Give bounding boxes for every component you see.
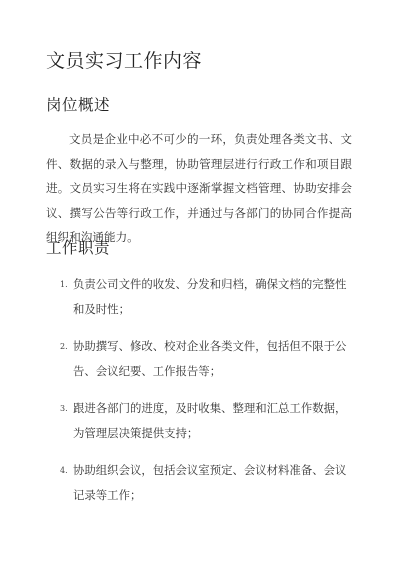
section-heading-duties: 工作职责: [46, 239, 111, 257]
duties-list: [0, 272, 400, 520]
list-item-text: 负责公司文件的收发、分发和归档，确保文档的完整性和及时性；: [73, 277, 347, 316]
list-item: [0, 272, 357, 322]
list-item-number: 1.: [60, 280, 68, 289]
list-item-number: 2.: [60, 342, 68, 351]
document-title: 文员实习工作内容: [46, 50, 203, 72]
list-item: [0, 396, 357, 446]
list-item-text: 协助组织会议，包括会议室预定、会议材料准备、会议记录等工作；: [73, 463, 347, 502]
list-item: [0, 334, 357, 384]
list-item-number: 3.: [60, 404, 68, 413]
section-heading-overview: 岗位概述: [46, 96, 111, 114]
list-item-number: 4.: [60, 466, 68, 475]
list-item-text: 跟进各部门的进度，及时收集、整理和汇总工作数据，为管理层决策提供支持；: [73, 401, 347, 440]
overview-paragraph: 文员是企业中必不可少的一环，负责处理各类文书、文件、数据的录入与整理，协助管理层进行行政工作和项目跟进。文员实习生将在实践中逐渐掌握文档管理、协助安排会议、撰写公告等行政工作，并通过与各部门的协同合作提高组织和沟通能力。: [46, 132, 352, 244]
list-item-text: 协助撰写、修改、校对企业各类文件，包括但不限于公告、会议纪要、工作报告等；: [73, 339, 347, 378]
list-item: [0, 458, 357, 508]
